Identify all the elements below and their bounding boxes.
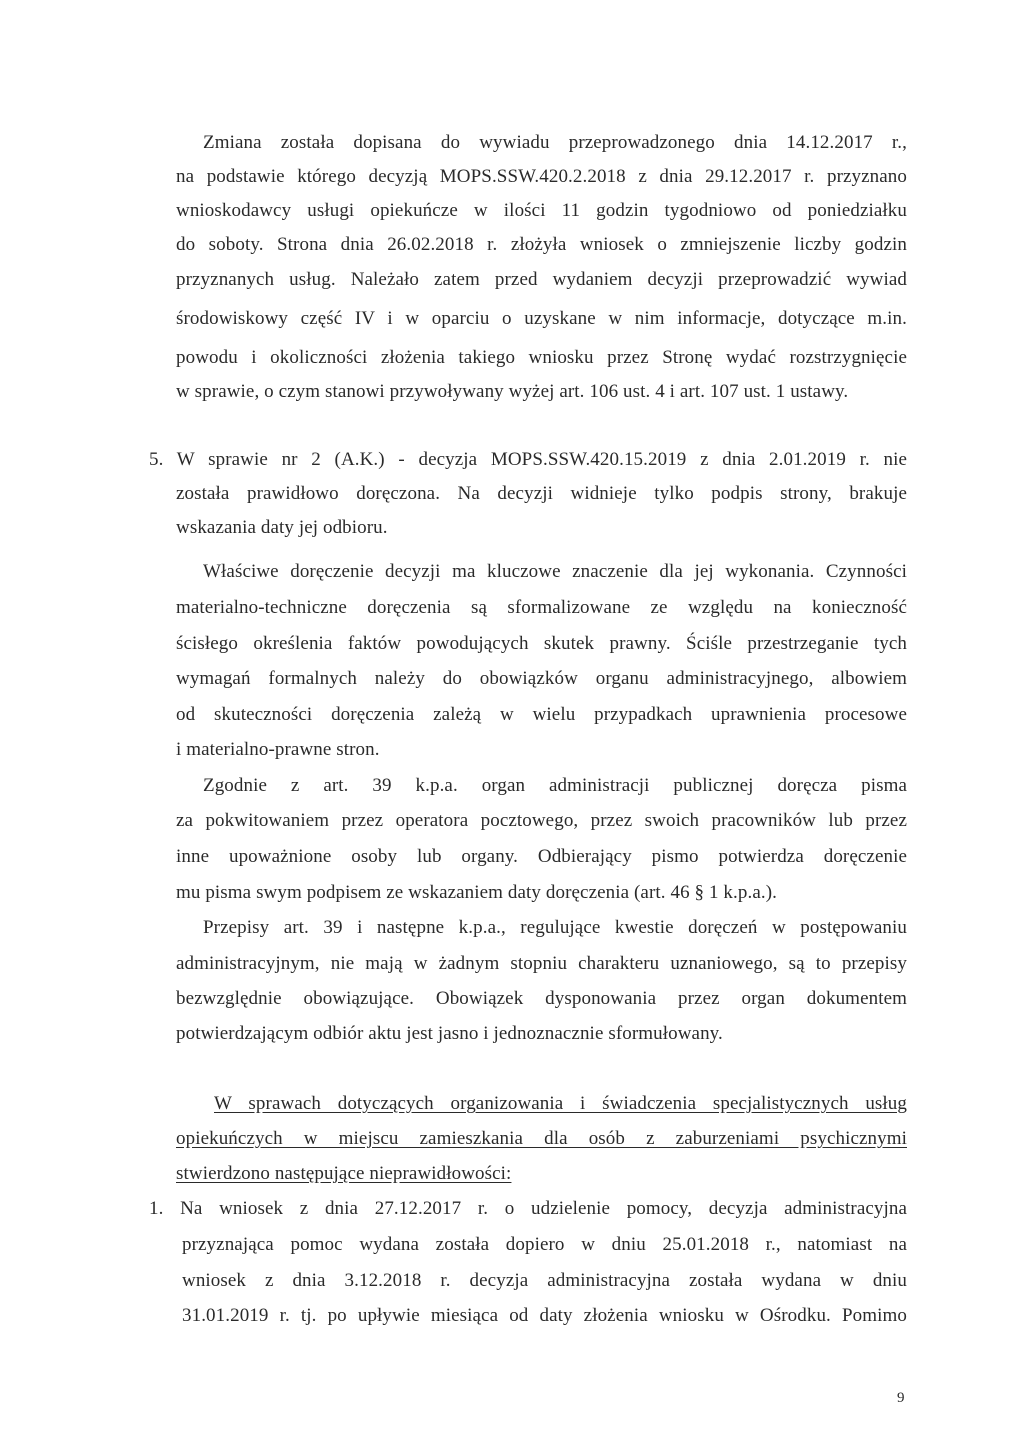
list-item-line: 1. Na wniosek z dnia 27.12.2017 r. o udzielenie pomocy, decyzja administracyjna [149,1198,907,1219]
paragraph-line: inne upoważnione osoby lub organy. Odbierający pismo potwierdza doręczenie [176,846,907,867]
paragraph-line: ścisłego określenia faktów powodujących skutek prawny. Ściśle przestrzeganie tych [176,633,907,654]
list-item-line: 5. W sprawie nr 2 (A.K.) - decyzja MOPS.SSW.420.15.2019 z dnia 2.01.2019 r. nie [149,449,907,470]
paragraph-line: powodu i okoliczności złożenia takiego wniosku przez Stronę wydać rozstrzygnięcie [176,347,907,368]
section-heading-line: opiekuńczych w miejscu zamieszkania dla osób z zaburzeniami psychicznymi [176,1128,907,1149]
paragraph-line: za pokwitowaniem przez operatora pocztowego, przez swoich pracowników lub przez [176,810,907,831]
list-item-line: wskazania daty jej odbioru. [176,517,388,538]
paragraph-line: środowiskowy część IV i w oparciu o uzyskane w nim informacje, dotyczące m.in. [176,308,907,329]
paragraph-line: Przepisy art. 39 i następne k.p.a., regulujące kwestie doręczeń w postępowaniu [203,917,907,938]
paragraph-line: wymagań formalnych należy do obowiązków organu administracyjnego, albowiem [176,668,907,689]
section-heading-line: W sprawach dotyczących organizowania i świadczenia specjalistycznych usług [214,1093,907,1114]
paragraph-line: materialno-techniczne doręczenia są sformalizowane ze względu na konieczność [176,597,907,618]
list-item-line: przyznająca pomoc wydana została dopiero w dniu 25.01.2018 r., natomiast na [182,1234,907,1255]
paragraph-line: do soboty. Strona dnia 26.02.2018 r. złożyła wniosek o zmniejszenie liczby godzin [176,234,907,255]
paragraph-line: w sprawie, o czym stanowi przywoływany wyżej art. 106 ust. 4 i art. 107 ust. 1 ustawy. [176,381,849,402]
paragraph-line: bezwzględnie obowiązujące. Obowiązek dysponowania przez organ dokumentem [176,988,907,1009]
paragraph-line: administracyjnym, nie mają w żadnym stopniu charakteru uznaniowego, są to przepisy [176,953,907,974]
paragraph-line: Zmiana została dopisana do wywiadu przeprowadzonego dnia 14.12.2017 r., [203,132,907,153]
list-item-line: 31.01.2019 r. tj. po upływie miesiąca od daty złożenia wniosku w Ośrodku. Pomimo [182,1305,907,1326]
list-item-line: wniosek z dnia 3.12.2018 r. decyzja administracyjna została wydana w dniu [182,1270,907,1291]
paragraph-line: mu pisma swym podpisem ze wskazaniem daty doręczenia (art. 46 § 1 k.p.a.). [176,882,777,903]
list-item-line: została prawidłowo doręczona. Na decyzji widnieje tylko podpis strony, brakuje [176,483,907,504]
page-number: 9 [897,1390,905,1406]
paragraph-line: od skuteczności doręczenia zależą w wielu przypadkach uprawnienia procesowe [176,704,907,725]
paragraph-line: i materialno-prawne stron. [176,739,380,760]
paragraph-line: przyznanych usług. Należało zatem przed wydaniem decyzji przeprowadzić wywiad [176,269,907,290]
paragraph-line: Zgodnie z art. 39 k.p.a. organ administracji publicznej doręcza pisma [203,775,907,796]
paragraph-line: potwierdzającym odbiór aktu jest jasno i jednoznacznie sformułowany. [176,1023,723,1044]
paragraph-line: Właściwe doręczenie decyzji ma kluczowe znaczenie dla jej wykonania. Czynności [203,561,907,582]
paragraph-line: na podstawie którego decyzją MOPS.SSW.420.2.2018 z dnia 29.12.2017 r. przyznano [176,166,907,187]
section-heading-line: stwierdzono następujące nieprawidłowości: [176,1163,512,1184]
paragraph-line: wnioskodawcy usługi opiekuńcze w ilości 11 godzin tygodniowo od poniedziałku [176,200,907,221]
